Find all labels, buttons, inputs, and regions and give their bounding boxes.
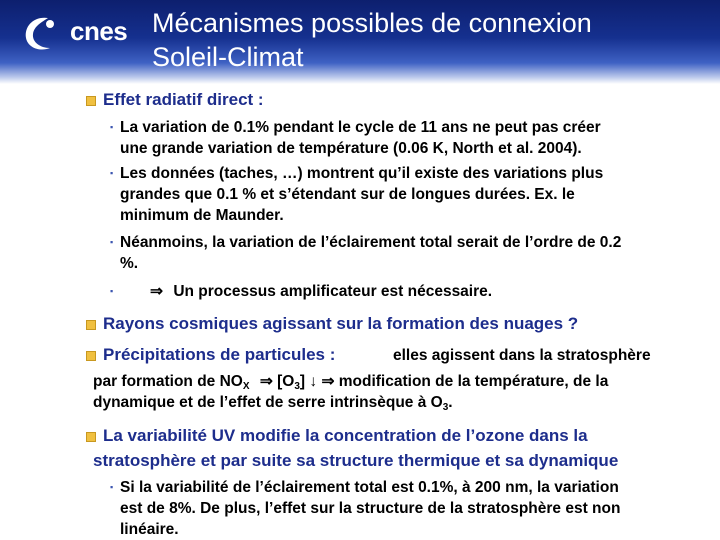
section1-bullet1	[120, 117, 710, 159]
square-bullet-4	[86, 432, 96, 442]
section3-heading: Précipitations de particules :	[103, 345, 336, 364]
text-line: grandes que 0.1 % et s’étendant sur de longues durées. Ex. le	[120, 186, 575, 203]
text-fragment: dynamique et de l’effet de serre intrinsèque à O	[93, 394, 443, 411]
section1-bullet2	[120, 163, 710, 226]
subscript: 3	[442, 402, 449, 413]
sub-bullet: ▪	[110, 237, 114, 247]
text-line: La variation de 0.1% pendant le cycle de 11 ans ne peut pas créer	[120, 119, 601, 136]
square-bullet-2	[86, 320, 96, 330]
text-line: Un processus amplificateur est nécessaire.	[173, 283, 493, 300]
text-line: Si la variabilité de l’éclairement total est 0.1%, à 200 nm, la variation	[120, 479, 619, 496]
section2-heading: Rayons cosmiques agissant sur la formation des nuages ?	[103, 314, 579, 333]
sub-bullet: ▪	[110, 286, 114, 296]
section1-bullet4	[150, 281, 720, 302]
section1-heading: Effet radiatif direct :	[103, 90, 264, 109]
title-line-2: Soleil-Climat	[152, 42, 304, 72]
text-fragment: ] ↓ ⇒ modification de la température, de la	[299, 373, 609, 390]
sub-bullet: ▪	[110, 168, 114, 178]
text-line: Les données (taches, …) montrent qu’il existe des variations plus	[120, 165, 604, 182]
section4-bullet1	[120, 477, 710, 540]
square-bullet-1	[86, 96, 96, 106]
subscript: X	[242, 381, 250, 392]
sub-bullet: ▪	[110, 482, 114, 492]
text-line: minimum de Maunder.	[120, 207, 284, 224]
implies-arrow-icon: ⇒	[150, 283, 163, 300]
header-banner	[0, 0, 720, 84]
text-line: est de 8%. De plus, l’effet sur la structure de la stratosphère est non	[120, 500, 621, 517]
text-fragment: par formation de NO	[93, 373, 243, 390]
section4-heading-line2: stratosphère et par suite sa structure thermique et sa dynamique	[93, 451, 619, 470]
text-fragment: ⇒ [O	[259, 373, 295, 390]
sub-bullet: ▪	[110, 122, 114, 132]
section3-line3	[93, 394, 453, 413]
subscript: 3	[294, 381, 300, 392]
page-title	[152, 6, 592, 74]
cnes-swirl-icon	[20, 14, 66, 54]
section3-line2	[93, 372, 608, 392]
text-fragment: .	[448, 394, 453, 411]
section1-bullet3	[120, 232, 710, 274]
text-line: linéaire.	[120, 521, 179, 538]
square-bullet-3	[86, 351, 96, 361]
cnes-logo	[20, 14, 140, 54]
title-line-1: Mécanismes possibles de connexion	[152, 8, 592, 38]
section3-heading-rest: elles agissent dans la stratosphère	[393, 347, 651, 364]
text-line: %.	[120, 255, 139, 272]
text-line: Néanmoins, la variation de l’éclairement total serait de l’ordre de 0.2	[120, 234, 622, 251]
section4-heading-line1: La variabilité UV modifie la concentration de l’ozone dans la	[103, 426, 588, 445]
logo-text: cnes	[70, 16, 128, 46]
text-line: une grande variation de température (0.06 K, North et al. 2004).	[120, 140, 582, 157]
